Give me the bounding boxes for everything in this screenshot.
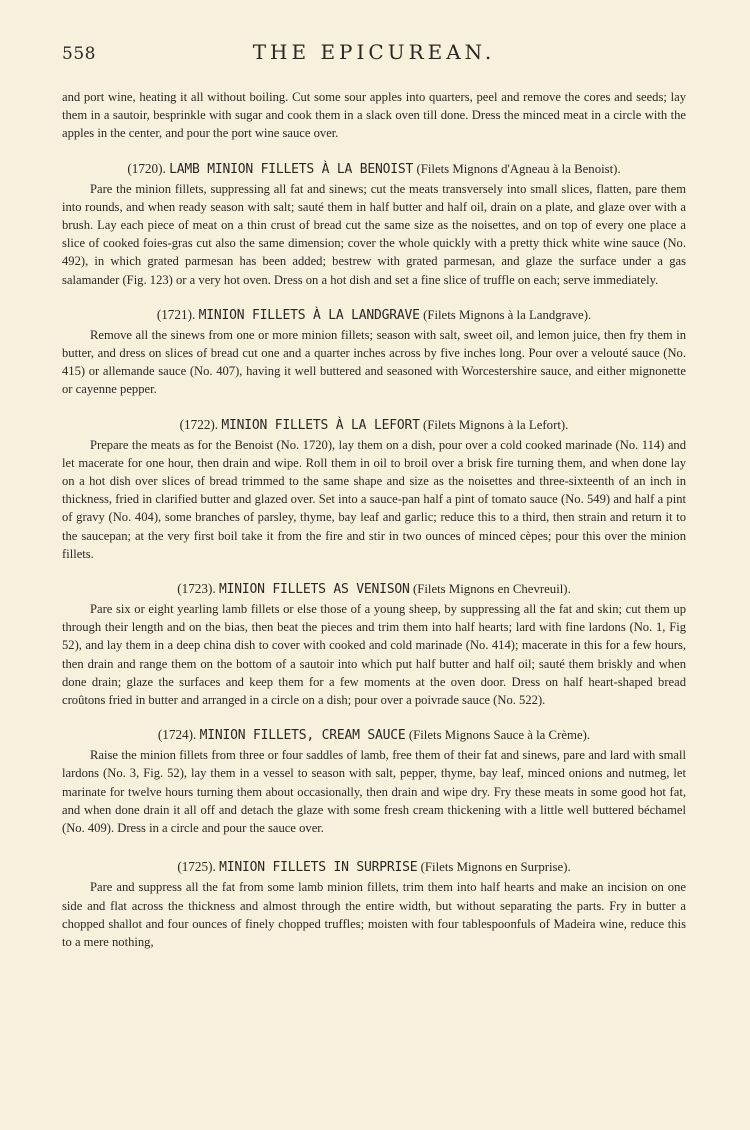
recipe-name: LAMB MINION FILLETS À LA BENOIST (169, 161, 414, 177)
recipe-french-name: (Filets Mignons en Surprise). (420, 860, 571, 875)
recipe-name: MINION FILLETS IN SURPRISE (219, 860, 418, 876)
recipe-title (62, 579, 686, 600)
recipe-name: MINION FILLETS À LA LEFORT (221, 417, 420, 433)
recipe-number: (1721). (156, 306, 196, 322)
recipe-title (62, 305, 686, 326)
recipe-1724 (62, 725, 686, 837)
recipe-french-name: (Filets Mignons en Chevreuil). (412, 582, 571, 597)
recipe-french-name: (Filets Mignons Sauce à la Crème). (408, 728, 591, 743)
running-title: THE EPICUREAN. (252, 40, 496, 64)
recipe-number: (1725). (177, 859, 216, 875)
recipe-text: Prepare the meats as for the Benoist (No. 1720), lay them on a dish, pour over a cold cooked marinade (No. 114) and let macerate for one hour, then drain and wipe. Roll them in oil to broil over a brisk fire turning them, and when done lay on a hot dish over slices of bread trimmed to the same shape and size as the noisettes and three-sixteenth of an inch in thickness, fried in clarified butter and glazed over. Set into a sauce-pan half a pint of tomato sauce (No. 549) and half a pint of gravy (No. 404), some branches of parsley, thyme, bay leaf and garlic; reduce this to a third, then strain and return it to the saucepan; at the very first boil take it from the fire and stir in two ounces of minced cèpes; pour this over the minion fillets. (62, 437, 686, 561)
recipe-text: Pare the minion fillets, suppressing all fat and sinews; cut the meats transversely into small slices, flatten, pare them into rounds, and when ready season with salt; sauté them in half butter and half oil, drain on a plate, and glaze over with a brush. Lay each piece of meat on a thin crust of bread cut the same size as the noisettes, and on top of every one place a slice of cooked foies-gras cut also the same dimension; cover the whole quickly with a pretty thick white wine sauce (No. 492), in which grated parmesan has been added; bestrew with grated parmesan, and glaze the surface under a gas salamander (Fig. 123) or a very hot oven. Dress on a hot dish and set a fine slice of truffle on each; serve immediately. (62, 181, 686, 287)
recipe-text: Raise the minion fillets from three or four saddles of lamb, free them of their fat and sinews, pare and lard with small lardons (No. 3, Fig. 52), lay them in a vessel to season with salt, pepper, thyme, bay leaf, minced onions and nutmeg, let marinate for twelve hours turning them about occasionally, then drain and wipe dry. Fry these meats in some good hot fat, and when done drain it all off and detach the glaze with some fresh cream thickening with a little well buttered béchamel (No. 409). Dress in a circle and pour the sauce over. (62, 748, 686, 836)
recipe-1720 (62, 159, 686, 289)
recipe-french-name: (Filets Mignons à la Landgrave). (423, 307, 592, 322)
page-content (62, 88, 686, 951)
page-number: 558 (62, 44, 96, 64)
recipe-1723 (62, 579, 686, 709)
recipe-number: (1723). (177, 581, 216, 597)
recipe-name: MINION FILLETS AS VENISON (218, 582, 410, 598)
recipe-number: (1722). (179, 416, 219, 432)
recipe-1725 (62, 857, 686, 951)
recipe-name: MINION FILLETS À LA LANDGRAVE (198, 307, 420, 323)
intro-paragraph: and port wine, heating it all without boiling. Cut some sour apples into quarters, peel and remove the cores and seeds; lay them in a sautoir, besprinkle with sugar and cook them in a slack oven till done. Dress the minced meat in a circle with the apples in the center, and pour the port wine sauce over. (62, 90, 686, 141)
recipe-title (62, 725, 686, 746)
recipe-title (62, 857, 686, 878)
recipe-number: (1720). (127, 160, 166, 176)
recipe-1722 (62, 415, 686, 563)
recipe-french-name: (Filets Mignons d'Agneau à la Benoist). (416, 161, 621, 176)
recipe-french-name: (Filets Mignons à la Lefort). (423, 417, 569, 432)
page-header (62, 40, 686, 70)
recipe-name: MINION FILLETS, CREAM SAUCE (199, 728, 406, 744)
recipe-text: Pare and suppress all the fat from some lamb minion fillets, trim them into half hearts and make an incision on one side and flat across the thickness and almost through the entire width, but without separating the parts. Fry in butter a chopped shallot and four ounces of finely chopped truffles; moisten with four tablespoonfuls of Madeira wine, reduce this to a mere nothing, (62, 880, 686, 949)
recipe-1721 (62, 305, 686, 399)
recipe-text: Remove all the sinews from one or more minion fillets; season with salt, sweet oil, and lemon juice, then fry them in butter, and dress on slices of bread cut one and a quarter inches across by five inches long. Pour over a velouté sauce (No. 415) or allemande sauce (No. 407), having it well buttered and seasoned with Worcestershire sauce, and either mignonette or cayenne pepper. (62, 327, 686, 397)
recipe-title (62, 415, 686, 436)
recipe-number: (1724). (157, 727, 197, 743)
recipe-title (62, 159, 686, 180)
recipe-text: Pare six or eight yearling lamb fillets or else those of a young sheep, by suppressing all the fat and skin; cut them up through their length and on the bias, then beat the pieces and trim them into half hearts; lard with fine lardons (No. 1, Fig 52), and lay them in a deep china dish to cover with cooked and cold marinade (No. 414); macerate in this for a few hours, then drain and range them on the bottom of a sautoir into which put half butter and half oil; sauté them briskly and when done drain; glaze the surfaces and keep them for a few moments at the oven door. Dress on half heart-shaped bread croûtons fried in butter and arranged in a circle on a dish; pour over a poivrade sauce (No. 522). (62, 602, 686, 708)
